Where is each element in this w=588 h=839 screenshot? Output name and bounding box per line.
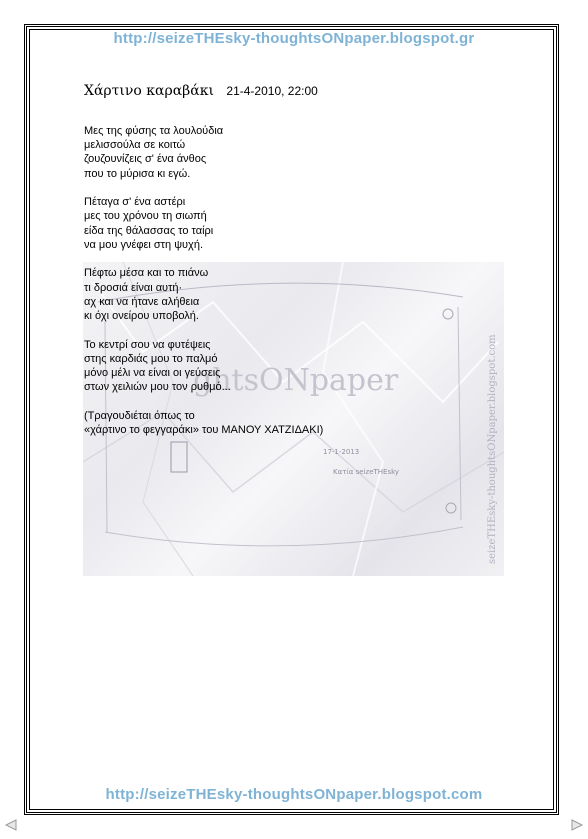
poem-line: μες του χρόνου τη σιωπή <box>84 210 207 223</box>
poem-line: μόνο μέλι να είναι οι γεύσεις <box>84 367 221 380</box>
poem-line: (Τραγουδιέται όπως το <box>84 409 195 422</box>
poem-line: Μες της φύσης τα λουλούδια <box>84 125 224 137</box>
poem-stanza <box>84 266 444 323</box>
header-blog-url[interactable]: http://seizeTHEsky-thoughtsONpaper.blogspot.gr <box>113 30 475 47</box>
post-title-row <box>84 82 318 100</box>
post-date: 21-4-2010, 22:00 <box>226 84 318 98</box>
poem-line: μελισσούλα σε κοιτώ <box>84 139 186 152</box>
poem-stanza <box>84 338 444 395</box>
side-blog-text: seizeTHEsky-thoughtsONpaper.blogspot.com <box>487 334 498 564</box>
poem-body <box>84 124 444 452</box>
poem-line: να μου γνέφει στη ψυχή. <box>84 238 203 251</box>
left-arrow-icon[interactable] <box>4 818 18 832</box>
poem-line: Το κεντρί σου να φυτέψεις <box>84 338 211 351</box>
post-title: Χάρτινο καραβάκι <box>84 83 214 99</box>
poem-line: κι όχι ονείρου υποβολή. <box>84 310 199 323</box>
poem-line: τι δροσιά είναι αυτή· <box>84 281 183 294</box>
image-date-note: 17-1-2013 <box>323 448 360 456</box>
poem-stanza <box>84 409 444 437</box>
poem-line: αχ και να ήτανε αλήθεια <box>84 295 200 308</box>
poem-line: που το μύρισα κι εγώ. <box>84 167 191 180</box>
footer-blog-url[interactable]: http://seizeTHEsky-thoughtsONpaper.blogspot.com <box>105 786 483 803</box>
image-signature: Κατία seizeTHEsky <box>333 468 400 476</box>
right-arrow-icon[interactable] <box>570 818 584 832</box>
watermark-text: ghtsONpaper <box>193 363 399 398</box>
poem-line: είδα της θάλασσας το ταίρι <box>84 224 214 237</box>
poem-line: Πέφτω μέσα και το πιάνω <box>84 267 209 280</box>
poem-stanza <box>84 124 444 181</box>
poem-line: «χάρτινο το φεγγαράκι» του ΜΑΝΟΥ ΧΑΤΖΙΔΑΚΙ) <box>84 424 324 437</box>
poem-line: στων χειλιών μου τον ρυθμό... <box>84 381 231 394</box>
poem-line: Πέταγα σ' ένα αστέρι <box>84 196 186 209</box>
poem-line: ζουζουνίζεις σ' ένα άνθος <box>84 153 207 166</box>
poem-stanza <box>84 195 444 252</box>
poem-line: στης καρδιάς μου το παλμό <box>84 352 218 365</box>
